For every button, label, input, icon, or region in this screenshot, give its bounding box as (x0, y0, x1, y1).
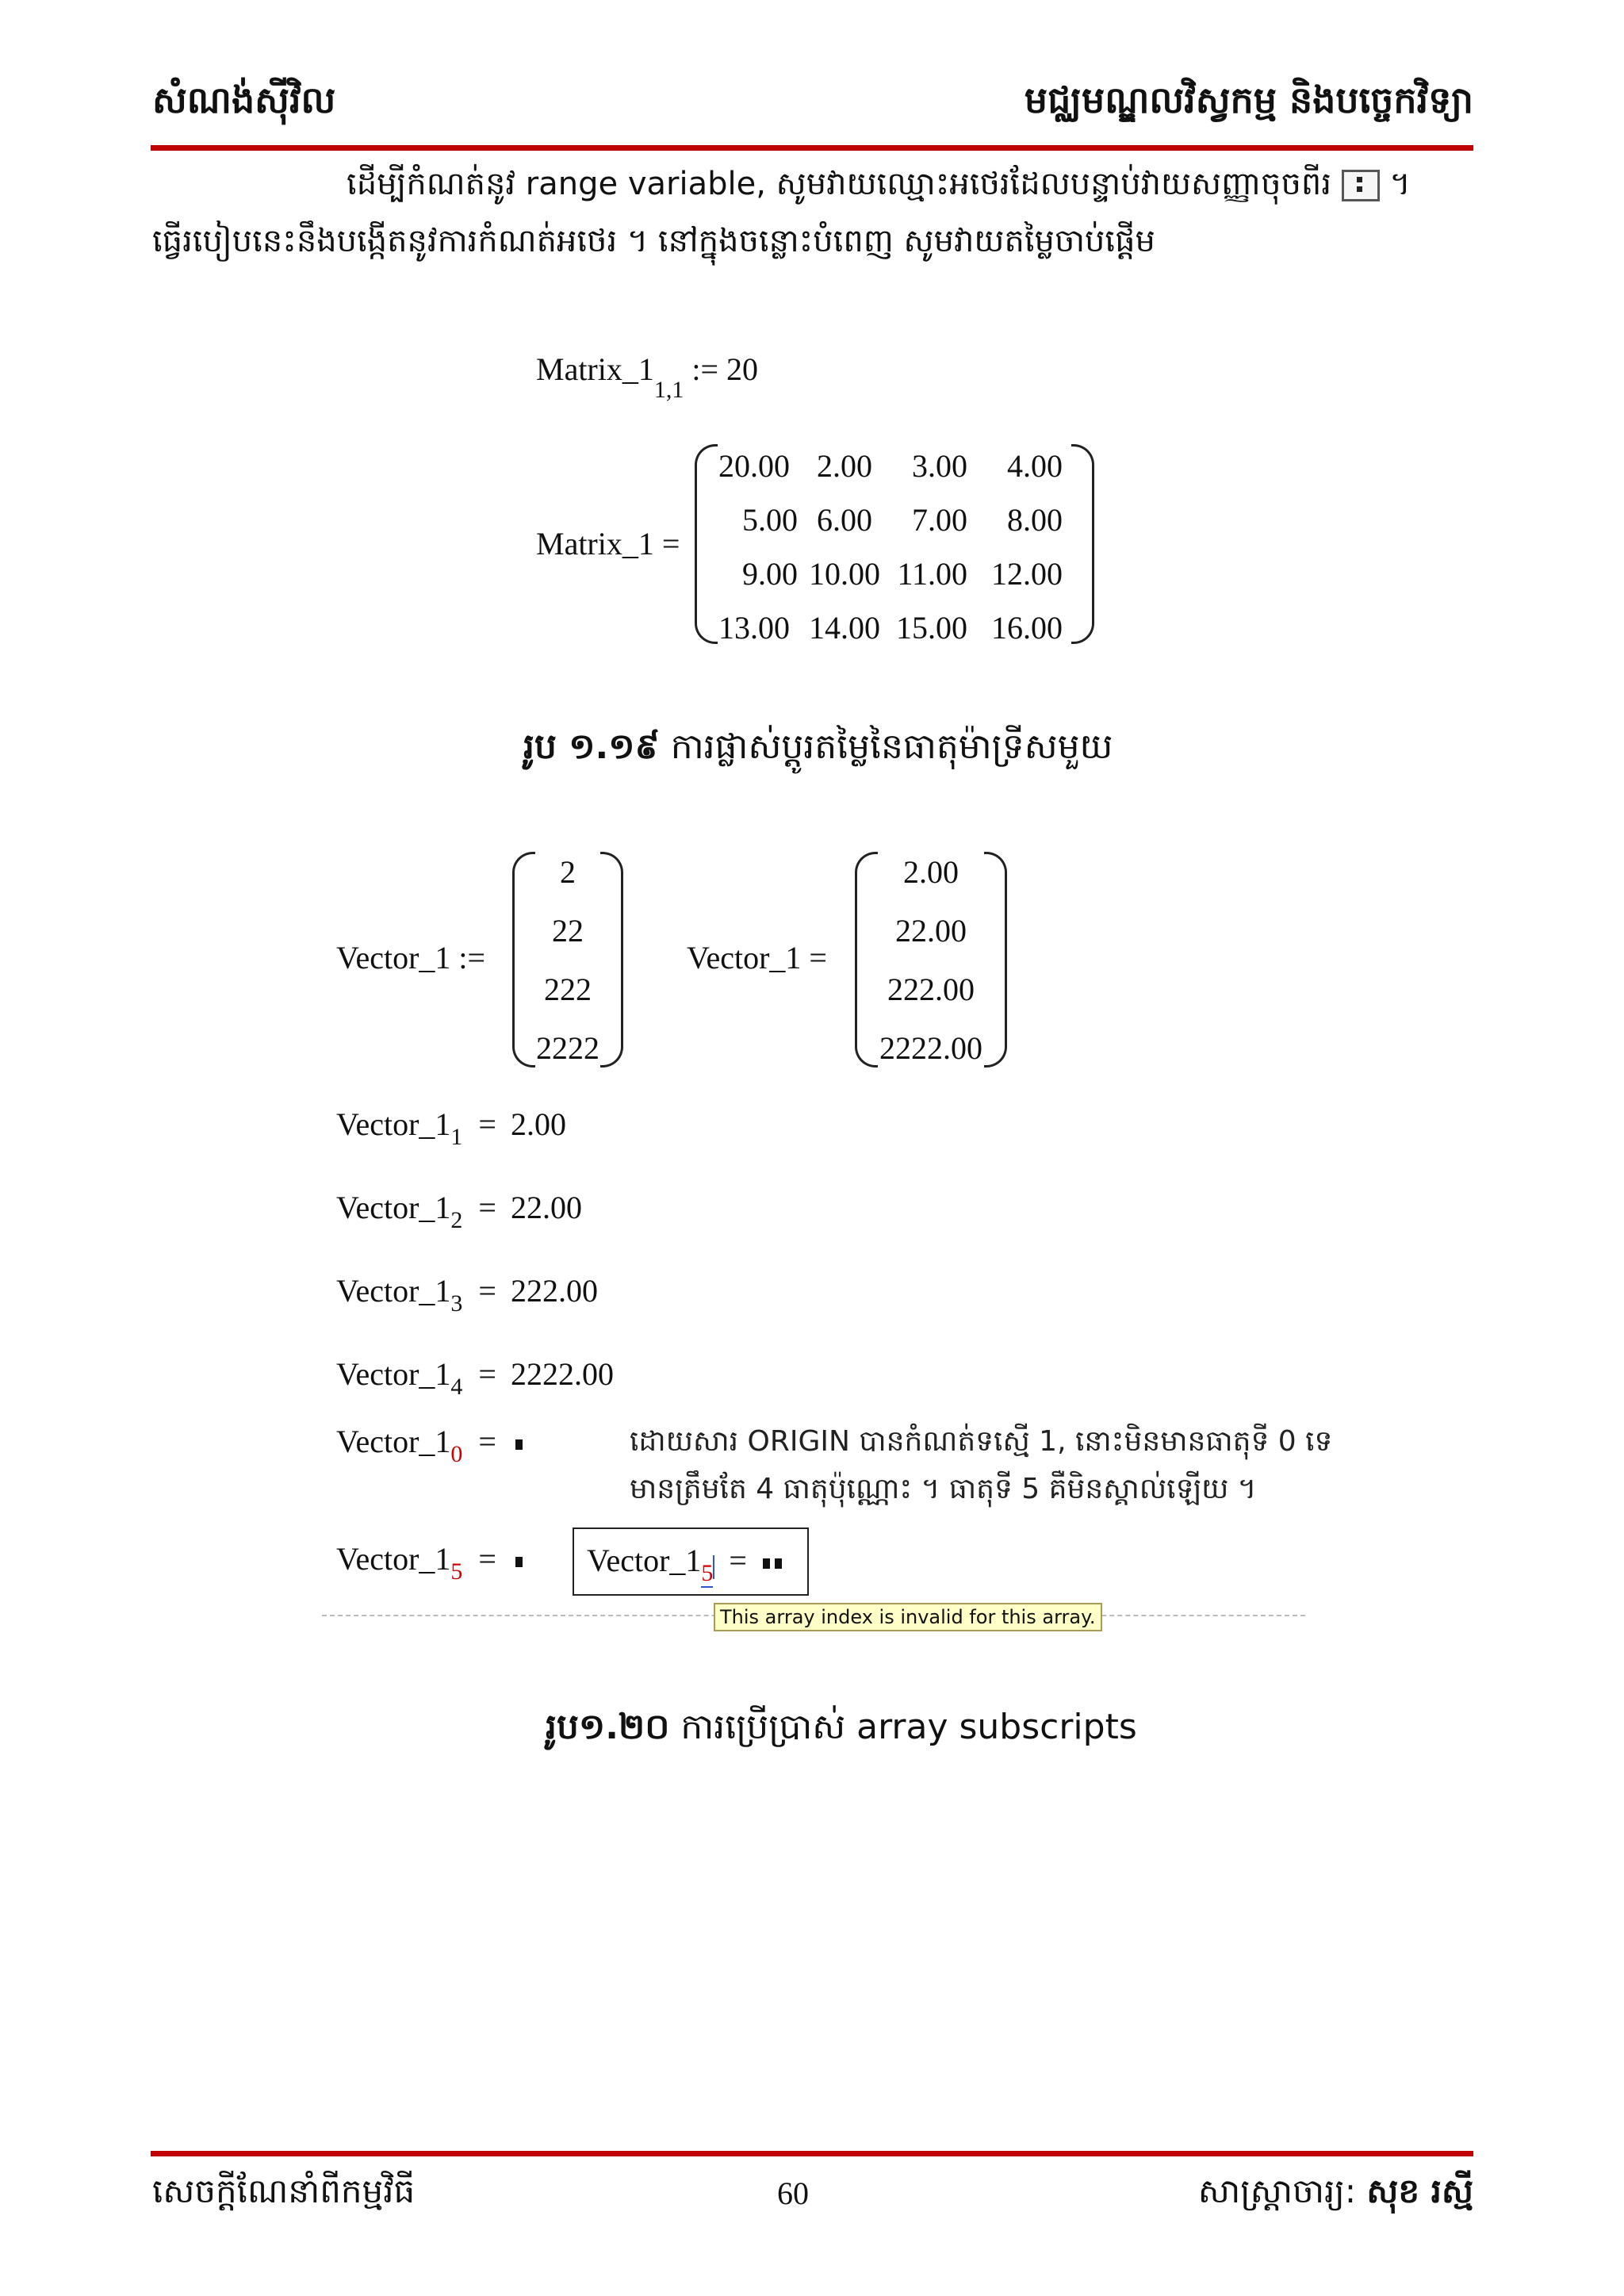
vector-eval-label: Vector_1 = (687, 940, 827, 976)
vector-error-row-0 (336, 1423, 523, 1468)
matrix-assign-name: Matrix_1 (536, 351, 654, 387)
row-name: Vector_1 (336, 1424, 451, 1459)
footer-right (1198, 2170, 1473, 2219)
figure-19-caption-number: រូប ១.១៩ (523, 726, 660, 767)
text-cursor (713, 1555, 714, 1579)
figure-19-caption (523, 725, 1113, 776)
header-right-title: មជ្ឈមណ្ឌលវិស្វកម្ម និងបច្ចេកវិទ្យា (1024, 79, 1473, 121)
row-subscript-error: 5 (450, 1558, 463, 1585)
vector-subscript-row (336, 1106, 566, 1151)
row-value: 222.00 (510, 1273, 598, 1309)
row-operator: = (478, 1273, 496, 1309)
matrix-cell: 12.00 (991, 556, 1063, 592)
vector-eval-cell: 2222.00 (879, 1030, 982, 1066)
intro-line-1 (152, 155, 1477, 213)
matrix-cell: 2.00 (817, 448, 872, 484)
row-subscript: 3 (450, 1290, 463, 1317)
vector-def-label: Vector_1 := (336, 940, 486, 976)
matrix-eval-label: Matrix_1 = (536, 526, 680, 562)
header-rule (151, 145, 1473, 151)
matrix-display (695, 444, 1094, 644)
row-operator: = (478, 1356, 496, 1392)
row-operator: = (478, 1541, 496, 1577)
matrix-cell: 15.00 (896, 610, 967, 646)
intro-paragraph (152, 155, 1477, 270)
row-subscript: 4 (450, 1374, 463, 1400)
matrix-cell: 7.00 (912, 502, 967, 538)
origin-note-line-2: មានត្រឹមតែ 4 ធាតុប៉ុណ្ណោះ ។ ធាតុទី 5 គឺមិនស្គាល់ឡើយ ។ (630, 1473, 1257, 1505)
vector-error-row-5 (336, 1540, 523, 1585)
intro-line-1-end: ។ (1389, 166, 1411, 202)
matrix-assign-subscript: 1,1 (653, 377, 684, 403)
placeholder-marker[interactable] (775, 1558, 782, 1569)
footer-author-name: សុខ រស្មី (1366, 2171, 1473, 2210)
vector-def-cell: 2222 (536, 1030, 599, 1066)
vector-definition (512, 852, 623, 1068)
matrix-cell: 9.00 (742, 556, 798, 592)
error-tooltip: This array index is invalid for this array. (714, 1603, 1102, 1631)
placeholder-marker[interactable] (763, 1558, 770, 1569)
matrix-right-paren (1071, 444, 1094, 644)
row-subscript-error: 0 (450, 1441, 463, 1467)
matrix-assignment (536, 351, 758, 404)
matrix-cell: 3.00 (912, 448, 967, 484)
row-name: Vector_1 (336, 1541, 451, 1577)
vector-eval-cell: 22.00 (895, 913, 967, 949)
vector-def-cell: 2 (560, 854, 576, 890)
footer-left: សេចក្តីណែនាំពីកម្មវិធី (152, 2171, 416, 2210)
row-name: Vector_1 (336, 1356, 451, 1392)
matrix-cell: 16.00 (991, 610, 1063, 646)
vector-evaluation (855, 852, 1007, 1068)
error-expression-subscript: 5 (701, 1560, 714, 1586)
figure-20-caption (546, 1705, 1137, 1756)
matrix-cell: 10.00 (809, 556, 880, 592)
figure-20-caption-number: រូប១.២០ (546, 1707, 670, 1747)
matrix-cell: 6.00 (817, 502, 872, 538)
vector-subscript-row (336, 1355, 614, 1401)
row-subscript: 2 (450, 1207, 463, 1233)
matrix-cell: 4.00 (1007, 448, 1063, 484)
row-name: Vector_1 (336, 1273, 451, 1309)
page-number: 60 (777, 2175, 809, 2211)
matrix-cell: 8.00 (1007, 502, 1063, 538)
vector-subscript-row (336, 1272, 598, 1317)
vector-def-cell: 222 (544, 972, 592, 1007)
matrix-cell: 20.00 (718, 448, 790, 484)
footer-right-label: សាស្ត្រាចារ្យ: (1197, 2171, 1357, 2210)
error-expression[interactable] (587, 1542, 782, 1587)
matrix-cell: 11.00 (897, 556, 967, 592)
placeholder-marker[interactable] (515, 1557, 523, 1567)
error-expression-operator: = (729, 1543, 747, 1578)
vector-eval-cell: 222.00 (887, 972, 975, 1007)
error-expression-box[interactable] (573, 1527, 809, 1596)
row-name: Vector_1 (336, 1190, 451, 1225)
matrix-cell: 14.00 (809, 610, 880, 646)
vector-subscript-row (336, 1189, 582, 1234)
matrix-assign-value: 20 (726, 351, 759, 387)
placeholder-marker[interactable] (515, 1439, 523, 1450)
row-operator: = (478, 1106, 496, 1142)
figure-20-caption-text: ការប្រើប្រាស់ array subscripts (680, 1707, 1137, 1747)
intro-line-1-text: ដើម្បីកំណត់នូវ range variable, សូមវាយឈ្មោះអថេរដែលបន្ទាប់វាយសញ្ញាចុចពីរ (347, 166, 1332, 202)
row-operator: = (478, 1424, 496, 1459)
vector-def-cell: 22 (552, 913, 584, 949)
origin-note (630, 1418, 1343, 1513)
row-value: 2222.00 (510, 1356, 614, 1392)
row-operator: = (478, 1190, 496, 1225)
row-subscript: 1 (450, 1124, 463, 1150)
row-value: 2.00 (510, 1106, 566, 1142)
header-left-title: សំណង់ស៊ីវិល (152, 79, 336, 121)
intro-line-2: ធ្វើរបៀបនេះនឹងបង្កើតនូវការកំណត់អថេរ ។ នៅក្នុងចន្លោះបំពេញ សូមវាយតម្លៃចាប់ផ្តើម (152, 223, 1155, 259)
matrix-cell: 5.00 (742, 502, 798, 538)
error-expression-name: Vector_1 (587, 1543, 702, 1578)
range-variable-colon-icon (1342, 170, 1380, 201)
footer-rule (151, 2151, 1473, 2156)
matrix-assign-operator: := (691, 351, 719, 387)
vector-eval-cell: 2.00 (903, 854, 959, 890)
row-value: 22.00 (510, 1190, 582, 1225)
row-name: Vector_1 (336, 1106, 451, 1142)
origin-note-line-1: ដោយសារ ORIGIN បានកំណត់ទស្មើ 1, នោះមិនមានធាតុទី 0 ទេ (630, 1425, 1333, 1458)
figure-19-caption-text: ការផ្លាស់ប្តូរតម្លៃនៃធាតុម៉ាទ្រីសមួយ (670, 726, 1113, 767)
matrix-cell: 13.00 (718, 610, 790, 646)
